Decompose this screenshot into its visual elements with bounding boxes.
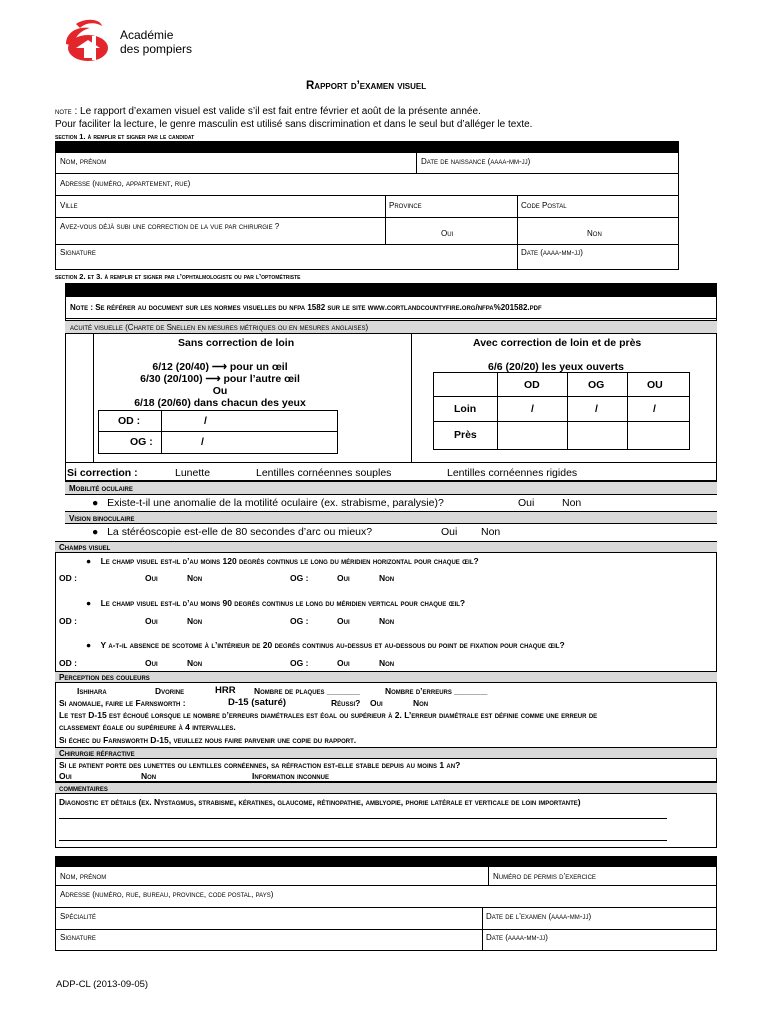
s3-field-date-examen[interactable]: Date de l’examen (aaaa-mm-jj): [486, 912, 592, 921]
acuite-line3: Ou: [212, 385, 228, 397]
q3-og: OG :: [290, 658, 309, 668]
section3-box: [55, 856, 717, 951]
perception-header: Perception des couleurs: [59, 673, 150, 682]
champ-q3: ● Y a-t-il absence de scotome à l’intérieur de 20 degrés continus au-dessus et au-dessous du point de fixation pour chaque œil?: [86, 640, 565, 650]
chirurgie-question: Avez-vous déjà subi une correction de la vue par chirurgie ?: [60, 222, 280, 231]
field-province[interactable]: Province: [389, 201, 422, 210]
bino-non[interactable]: Non: [481, 526, 501, 538]
test-d15: Le test D-15 est échoué lorsque le nombre d’erreurs diamétrales est égal ou supérieur à 2. L’erreur diamétrale est définie comme une erreur de: [59, 710, 598, 720]
logo: [62, 18, 212, 66]
q1-od-oui[interactable]: Oui: [145, 573, 158, 583]
q2-od: OD :: [59, 616, 77, 626]
chirurgie-oui[interactable]: Oui: [441, 229, 454, 238]
s3-field-specialite[interactable]: Spécialité: [60, 912, 97, 921]
q3-od-oui[interactable]: Oui: [145, 658, 158, 668]
loin-od-slash[interactable]: /: [531, 403, 534, 415]
col-og: OG: [588, 379, 605, 391]
chir-info-inconnue[interactable]: Information inconnue: [252, 771, 329, 781]
acuite-line4: 6/18 (20/60) dans chacun des yeux: [134, 397, 306, 409]
sans-correction-title: Sans correction de loin: [178, 337, 295, 349]
s3-field-date[interactable]: Date (aaaa-mm-jj): [486, 933, 548, 942]
field-date-naissance[interactable]: Date de naissance (aaaa-mm-jj): [421, 157, 531, 166]
bino-oui[interactable]: Oui: [441, 526, 458, 538]
q1-og-non[interactable]: Non: [379, 573, 395, 583]
bino-question: ● La stéréoscopie est-elle de 80 secondes d’arc ou mieux?: [92, 526, 373, 538]
page-title: Rapport d’examen visuel: [306, 80, 427, 92]
reussi: Réussi?: [331, 698, 361, 708]
option-lentilles-souples[interactable]: Lentilles cornéennes souples: [256, 467, 392, 479]
classement: classement égale ou supérieure à 4 intervalles.: [59, 722, 236, 732]
dvorine[interactable]: Dvorine: [155, 686, 185, 696]
mobilite-question: ● Existe-t-il une anomalie de la motilité oculaire (ex. strabisme, paralysie)?: [92, 497, 444, 509]
chir-non[interactable]: Non: [141, 771, 157, 781]
si-correction: Si correction :: [67, 467, 138, 479]
logo-line2: des pompiers: [120, 42, 193, 56]
section1-box: [55, 141, 679, 270]
sans-og-slash[interactable]: /: [201, 436, 204, 448]
chir-oui[interactable]: Oui: [59, 771, 72, 781]
champ-q1: ● Le champ visuel est-il d’au moins 120 degrés continus le long du méridien horizontal pour chaque œil?: [86, 556, 479, 566]
field-date[interactable]: Date (aaaa-mm-jj): [521, 248, 583, 257]
ishihara[interactable]: Ishihara: [77, 686, 107, 696]
d15[interactable]: D-15 (saturé): [228, 697, 287, 708]
comment-line-1[interactable]: [59, 818, 667, 819]
hrr[interactable]: HRR: [215, 685, 236, 696]
s3-field-signature[interactable]: Signature: [60, 933, 96, 942]
q1-od: OD :: [59, 573, 77, 583]
col-ou: OU: [647, 379, 663, 391]
q1-od-non[interactable]: Non: [187, 573, 203, 583]
field-ville[interactable]: Ville: [60, 201, 78, 210]
sans-od-slash[interactable]: /: [204, 415, 207, 427]
champ-q2-text: Le champ visuel est-il d’au moins 90 degrés continus le long du méridien vertical pour chaque œil?: [100, 598, 466, 608]
row-loin: Loin: [454, 403, 477, 415]
q2-og: OG :: [290, 616, 309, 626]
loin-og-slash[interactable]: /: [595, 403, 598, 415]
option-lunette[interactable]: Lunette: [175, 467, 211, 479]
reussi-oui[interactable]: Oui: [370, 698, 383, 708]
mobilite-oui[interactable]: Oui: [518, 497, 535, 509]
q3-od-non[interactable]: Non: [187, 658, 203, 668]
s3-field-adresse[interactable]: Adresse (numéro, rue, bureau, province, code postal, pays): [60, 890, 274, 899]
s3-field-nom[interactable]: Nom, prénom: [60, 872, 107, 881]
section2-header: section 2. et 3. à remplir et signer par l’ophtalmologiste ou par l’optométriste: [55, 272, 301, 281]
row-pres: Près: [454, 429, 477, 441]
note-text2: Pour faciliter la lecture, le genre masculin est utilisé sans discrimination et dans le seul but d’alléger le texte.: [55, 119, 533, 130]
q2-og-oui[interactable]: Oui: [337, 616, 350, 626]
acuite-line2: 6/30 (20/100) ⟶ pour l’autre œil: [140, 373, 300, 385]
logo-line1: Académie: [120, 28, 174, 42]
acuite-line1: 6/12 (20/40) ⟶ pour un œil: [152, 361, 288, 373]
yeux-ouverts: 6/6 (20/20) les yeux ouverts: [488, 361, 624, 373]
farnsworth: Si anomalie, faire le Farnsworth :: [59, 698, 186, 708]
field-nom[interactable]: Nom, prénom: [60, 157, 107, 166]
mobilite-q-text: Existe-t-il une anomalie de la motilité oculaire (ex. strabisme, paralysie)?: [107, 497, 444, 509]
field-signature[interactable]: Signature: [60, 248, 96, 257]
reussi-non[interactable]: Non: [413, 698, 429, 708]
nb-plaques[interactable]: Nombre de plaques _______: [254, 686, 360, 696]
q1-og: OG :: [290, 573, 309, 583]
note-label: note: [55, 107, 72, 116]
chirurgie-ref-question: Si le patient porte des lunettes ou lentilles cornéennes, sa réfraction est-elle stable depuis au moins 1 an?: [59, 760, 461, 770]
nb-erreurs[interactable]: Nombre d’erreurs _______: [385, 686, 488, 696]
q2-og-non[interactable]: Non: [379, 616, 395, 626]
bino-q-text: La stéréoscopie est-elle de 80 secondes d’arc ou mieux?: [107, 526, 373, 538]
comment-line-2[interactable]: [59, 840, 667, 841]
field-code-postal[interactable]: Code Postal: [521, 201, 567, 210]
q3-og-oui[interactable]: Oui: [337, 658, 350, 668]
q3-od: OD :: [59, 658, 77, 668]
sans-correction-lines: [120, 361, 320, 409]
sans-og-label: OG :: [130, 436, 153, 448]
note-ref: Note : Se référer au document sur les normes visuelles du nfpa 1582 sur le site www.cortlandcountyfire.org/nfpa%201582.pdf: [70, 303, 542, 312]
field-adresse[interactable]: Adresse (numéro, appartement, rue): [60, 179, 191, 188]
q1-og-oui[interactable]: Oui: [337, 573, 350, 583]
s3-field-permis[interactable]: Numéro de permis d’exercice: [493, 872, 596, 881]
champ-q2: ● Le champ visuel est-il d’au moins 90 degrés continus le long du méridien vertical pour chaque œil?: [86, 598, 466, 608]
note-text1: : Le rapport d’examen visuel est valide s’il est fait entre février et août de la présente année.: [74, 106, 481, 117]
q2-od-oui[interactable]: Oui: [145, 616, 158, 626]
q2-od-non[interactable]: Non: [187, 616, 203, 626]
col-od: OD: [524, 379, 540, 391]
diagnostic: Diagnostic et détails (ex. Nystagmus, strabisme, kératines, glaucome, rétinopathie, amblyopie, phorie latérale et verticale de loin importante): [59, 797, 581, 807]
champ-q3-text: Y a-t-il absence de scotome à l’intérieur de 20 degrés continus au-dessus et au-dessous du point de fixation pour chaque œil?: [100, 640, 565, 650]
sans-od-label: OD :: [118, 415, 141, 427]
champs-header: Champs visuel: [59, 543, 111, 552]
chirurgie-non[interactable]: Non: [587, 229, 602, 238]
bino-header: Vision binoculaire: [69, 514, 135, 523]
mobilite-non[interactable]: Non: [562, 497, 582, 509]
q3-og-non[interactable]: Non: [379, 658, 395, 668]
champ-q1-text: Le champ visuel est-il d’au moins 120 degrés continus le long du méridien horizontal pour chaque œil?: [100, 556, 479, 566]
acuite-header: acuité visuelle (Charte de Snellen en mesures métriques ou en mesures anglaises): [70, 323, 369, 332]
mobilite-header: Mobilité oculaire: [69, 484, 133, 493]
note: [55, 105, 532, 131]
chirurgie-ref-header: Chirurgie réfractive: [59, 749, 135, 758]
section1-header: section 1. à remplir et signer par le candidat: [55, 132, 195, 141]
avec-correction-title: Avec correction de loin et de près: [473, 337, 642, 349]
option-lentilles-rigides[interactable]: Lentilles cornéennes rigides: [447, 467, 578, 479]
flame-logo-icon: [62, 18, 120, 66]
footer-code: ADP-CL (2013-09-05): [56, 979, 149, 990]
loin-ou-slash[interactable]: /: [653, 403, 656, 415]
echec: Si échec du Farnsworth D-15, veuillez nous faire parvenir une copie du rapport.: [59, 735, 357, 745]
commentaires-header: commentaires: [59, 784, 108, 793]
